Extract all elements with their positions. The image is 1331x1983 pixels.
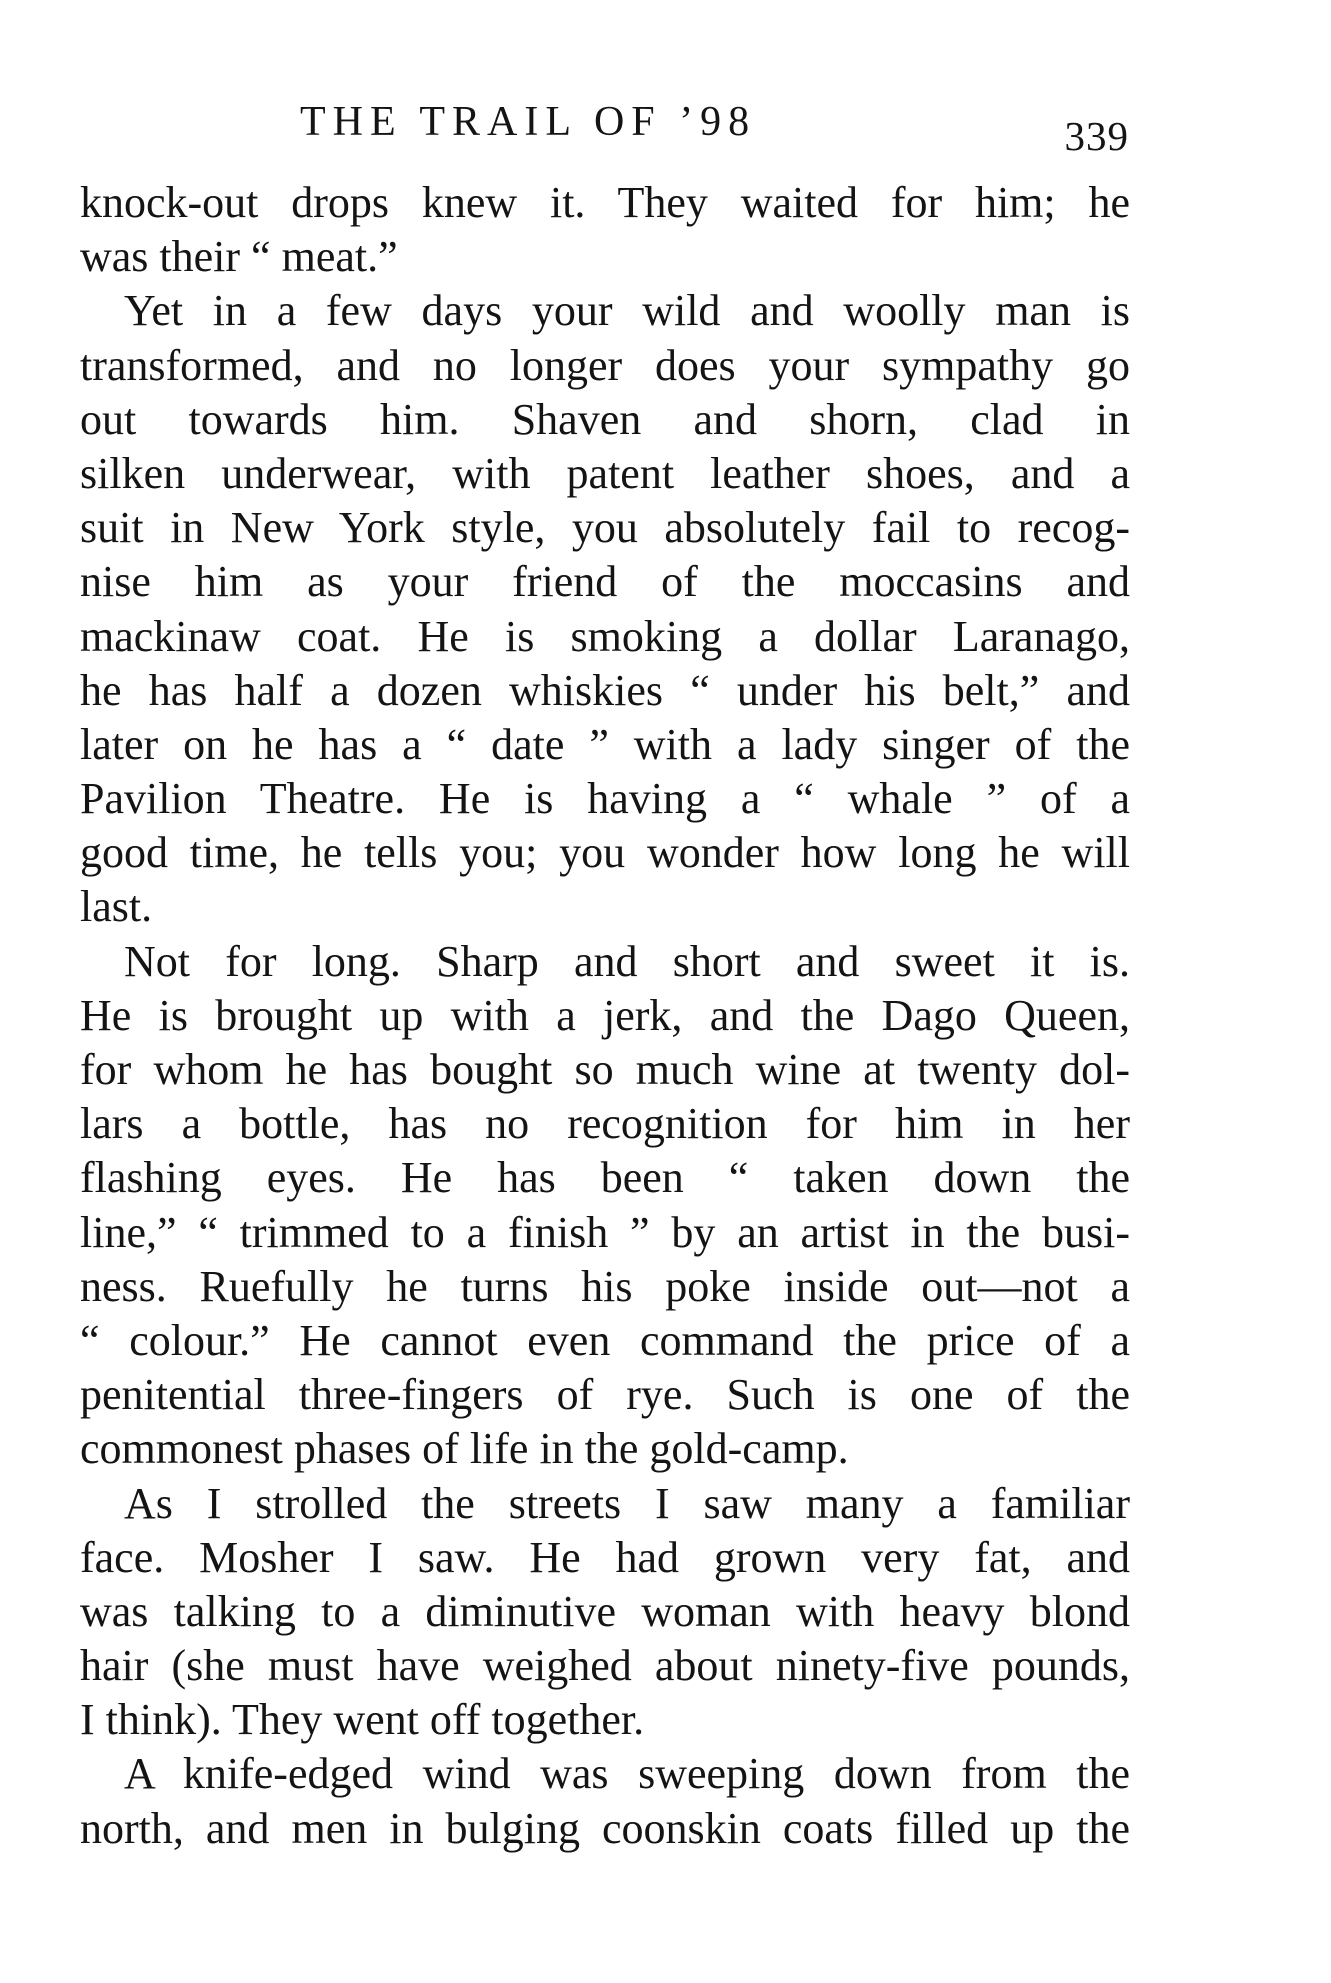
text-line: penitential three-fingers of rye. Such is one of the (80, 1370, 1130, 1420)
text-line: Yet in a few days your wild and woolly man is (124, 286, 1130, 336)
text-line: good time, he tells you; you wonder how long he will (80, 828, 1130, 878)
paragraph (80, 176, 1130, 284)
text-line: face. Mosher I saw. He had grown very fat, and (80, 1532, 1130, 1582)
running-title: THE TRAIL OF ’98 (300, 99, 757, 145)
text-line: I think). They went off together. (80, 1695, 645, 1745)
paragraph (80, 1747, 1130, 1855)
page-header (80, 92, 1135, 159)
text-line: nise him as your friend of the moccasins and (80, 557, 1130, 607)
text-line: Pavilion Theatre. He is having a “ whale ” of a (80, 774, 1130, 824)
text-line: As I strolled the streets I saw many a familiar (124, 1478, 1130, 1528)
text-line: flashing eyes. He has been “ taken down the (80, 1153, 1130, 1203)
paragraph (80, 284, 1130, 934)
page-number: 339 (1064, 113, 1129, 159)
text-line: was their “ meat.” (80, 232, 398, 282)
paragraph (80, 935, 1130, 1477)
text-line: transformed, and no longer does your sympathy go (80, 340, 1130, 390)
text-line: line,” “ trimmed to a finish ” by an artist in the busi- (80, 1207, 1130, 1257)
text-line: “ colour.” He cannot even command the price of a (80, 1315, 1130, 1365)
text-line: out towards him. Shaven and shorn, clad in (80, 394, 1130, 444)
text-line: hair (she must have weighed about ninety-five pounds, (80, 1641, 1130, 1691)
text-line: commonest phases of life in the gold-camp. (80, 1424, 849, 1474)
text-line: Not for long. Sharp and short and sweet it is. (124, 936, 1130, 986)
text-line: last. (80, 882, 153, 932)
text-line: mackinaw coat. He is smoking a dollar Laranago, (80, 611, 1130, 661)
text-line: suit in New York style, you absolutely fail to recog- (80, 503, 1130, 553)
text-line: knock-out drops knew it. They waited for him; he (80, 178, 1130, 227)
text-line: he has half a dozen whiskies “ under his belt,” and (80, 665, 1130, 715)
text-line: silken underwear, with patent leather shoes, and a (80, 448, 1130, 498)
text-line: ness. Ruefully he turns his poke inside out—not a (80, 1261, 1130, 1311)
body-text (80, 176, 1130, 1856)
text-line: north, and men in bulging coonskin coats filled up the (80, 1803, 1130, 1853)
text-line: was talking to a diminutive woman with heavy blond (80, 1586, 1130, 1636)
text-line: A knife-edged wind was sweeping down from the (124, 1749, 1130, 1799)
text-line: for whom he has bought so much wine at twenty dol- (80, 1045, 1130, 1094)
text-line: He is brought up with a jerk, and the Dago Queen, (80, 990, 1130, 1040)
text-line: lars a bottle, has no recognition for him in her (80, 1099, 1130, 1149)
paragraph (80, 1477, 1130, 1748)
text-line: later on he has a “ date ” with a lady singer of the (80, 719, 1130, 769)
